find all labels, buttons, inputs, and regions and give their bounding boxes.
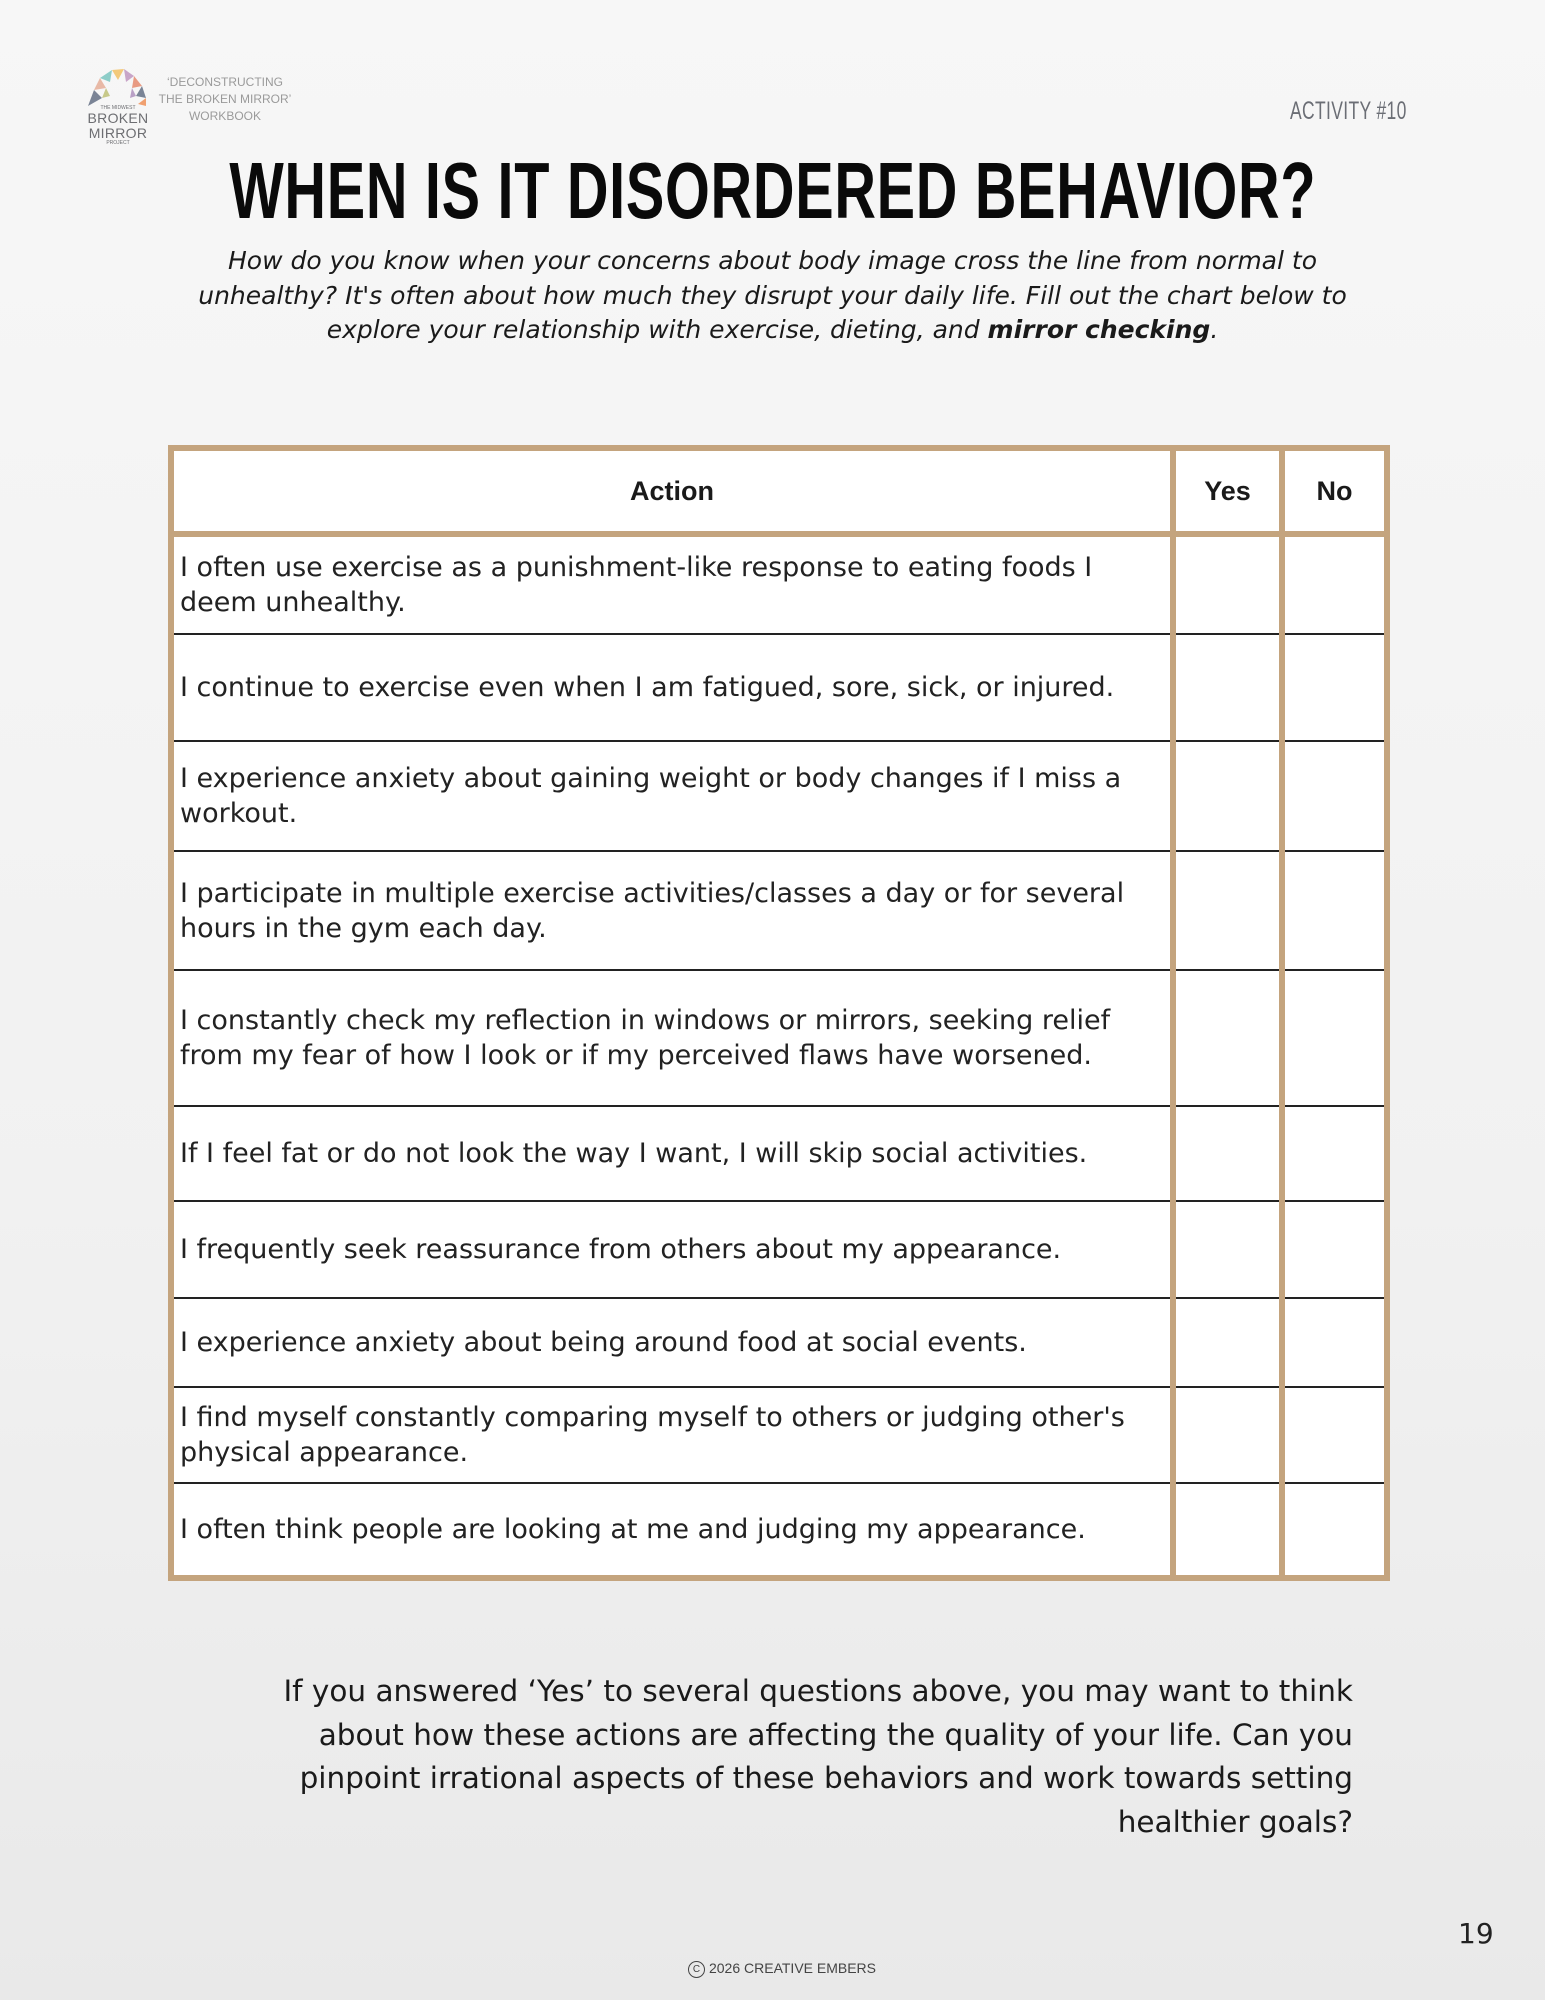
yes-checkbox-cell[interactable] — [1173, 534, 1282, 634]
table-row — [171, 1106, 1387, 1201]
header-no: No — [1282, 448, 1387, 534]
behavior-checklist-table — [168, 445, 1390, 1581]
no-checkbox-cell[interactable] — [1282, 851, 1387, 970]
table-row — [171, 970, 1387, 1106]
yes-checkbox-cell[interactable] — [1173, 851, 1282, 970]
no-checkbox-cell[interactable] — [1282, 534, 1387, 634]
no-checkbox-cell[interactable] — [1282, 1298, 1387, 1387]
copyright-icon: C — [688, 1961, 705, 1978]
yes-checkbox-cell[interactable] — [1173, 741, 1282, 851]
logo-text — [86, 106, 150, 146]
table-row — [171, 851, 1387, 970]
yes-checkbox-cell[interactable] — [1173, 970, 1282, 1106]
action-cell: I frequently seek reassurance from others about my appearance. — [171, 1201, 1173, 1298]
logo-small-bottom: PROJECT — [106, 139, 130, 146]
workbook-title — [155, 74, 295, 125]
intro-paragraph — [190, 244, 1355, 348]
header-action: Action — [171, 448, 1173, 534]
intro-bold: mirror checking — [987, 315, 1211, 344]
action-cell: If I feel fat or do not look the way I want, I will skip social activities. — [171, 1106, 1173, 1201]
no-checkbox-cell[interactable] — [1282, 1483, 1387, 1578]
action-cell: I experience anxiety about gaining weight or body changes if I miss a workout. — [171, 741, 1173, 851]
table-row — [171, 1387, 1387, 1483]
yes-checkbox-cell[interactable] — [1173, 634, 1282, 741]
no-checkbox-cell[interactable] — [1282, 1387, 1387, 1483]
table-row — [171, 534, 1387, 634]
header-yes: Yes — [1173, 448, 1282, 534]
workbook-line3: WORKBOOK — [188, 109, 261, 123]
yes-checkbox-cell[interactable] — [1173, 1106, 1282, 1201]
no-checkbox-cell[interactable] — [1282, 1201, 1387, 1298]
intro-end: . — [1210, 315, 1219, 344]
table-body — [171, 534, 1387, 1578]
no-checkbox-cell[interactable] — [1282, 741, 1387, 851]
table-header-row — [171, 448, 1387, 534]
logo-small-top: THE MIDWEST — [100, 105, 136, 111]
action-cell: I constantly check my reflection in windows or mirrors, seeking relief from my fear of how I look or if my perceived flaws have worsened. — [171, 970, 1173, 1106]
yes-checkbox-cell[interactable] — [1173, 1483, 1282, 1578]
logo-line1: BROKEN — [87, 110, 149, 127]
page-title: WHEN IS IT DISORDERED BEHAVIOR? — [229, 146, 1316, 235]
closing-paragraph: If you answered ‘Yes’ to several questions above, you may want to think about how these actions are affecting the quality of your life. Can you pinpoint irrational aspects of these behaviors and work towards setting healthier goals? — [283, 1674, 1353, 1839]
yes-checkbox-cell[interactable] — [1173, 1298, 1282, 1387]
no-checkbox-cell[interactable] — [1282, 970, 1387, 1106]
logo-line2: MIRROR — [88, 124, 148, 141]
action-cell: I often use exercise as a punishment-like response to eating foods I deem unhealthy. — [171, 534, 1173, 634]
activity-label: ACTIVITY #10 — [1290, 97, 1407, 125]
table-row — [171, 741, 1387, 851]
action-cell: I participate in multiple exercise activities/classes a day or for several hours in the gym each day. — [171, 851, 1173, 970]
table-row — [171, 1483, 1387, 1578]
no-checkbox-cell[interactable] — [1282, 634, 1387, 741]
action-cell: I continue to exercise even when I am fatigued, sore, sick, or injured. — [171, 634, 1173, 741]
yes-checkbox-cell[interactable] — [1173, 1201, 1282, 1298]
table-row — [171, 1298, 1387, 1387]
no-checkbox-cell[interactable] — [1282, 1106, 1387, 1201]
footer — [662, 1958, 902, 1980]
action-cell: I find myself constantly comparing myself to others or judging other's physical appearance. — [171, 1387, 1173, 1483]
action-cell: I experience anxiety about being around food at social events. — [171, 1298, 1173, 1387]
yes-checkbox-cell[interactable] — [1173, 1387, 1282, 1483]
workbook-line1: ‘DECONSTRUCTING — [167, 75, 283, 89]
action-cell: I often think people are looking at me and judging my appearance. — [171, 1483, 1173, 1578]
table-row — [171, 634, 1387, 741]
page-title-wrap — [0, 146, 1545, 235]
broken-mirror-logo-arch — [84, 66, 150, 106]
page-number: 19 — [1458, 1917, 1494, 1950]
intro-text: How do you know when your concerns about body image cross the line from normal to unhealthy? It's often about how much they disrupt your daily life. Fill out the chart below to explore your relationship with exercise, dieting, and — [198, 246, 1347, 344]
table-row — [171, 1201, 1387, 1298]
workbook-line2: THE BROKEN MIRROR’ — [158, 92, 292, 106]
footer-text: 2026 CREATIVE EMBERS — [708, 1960, 877, 1976]
